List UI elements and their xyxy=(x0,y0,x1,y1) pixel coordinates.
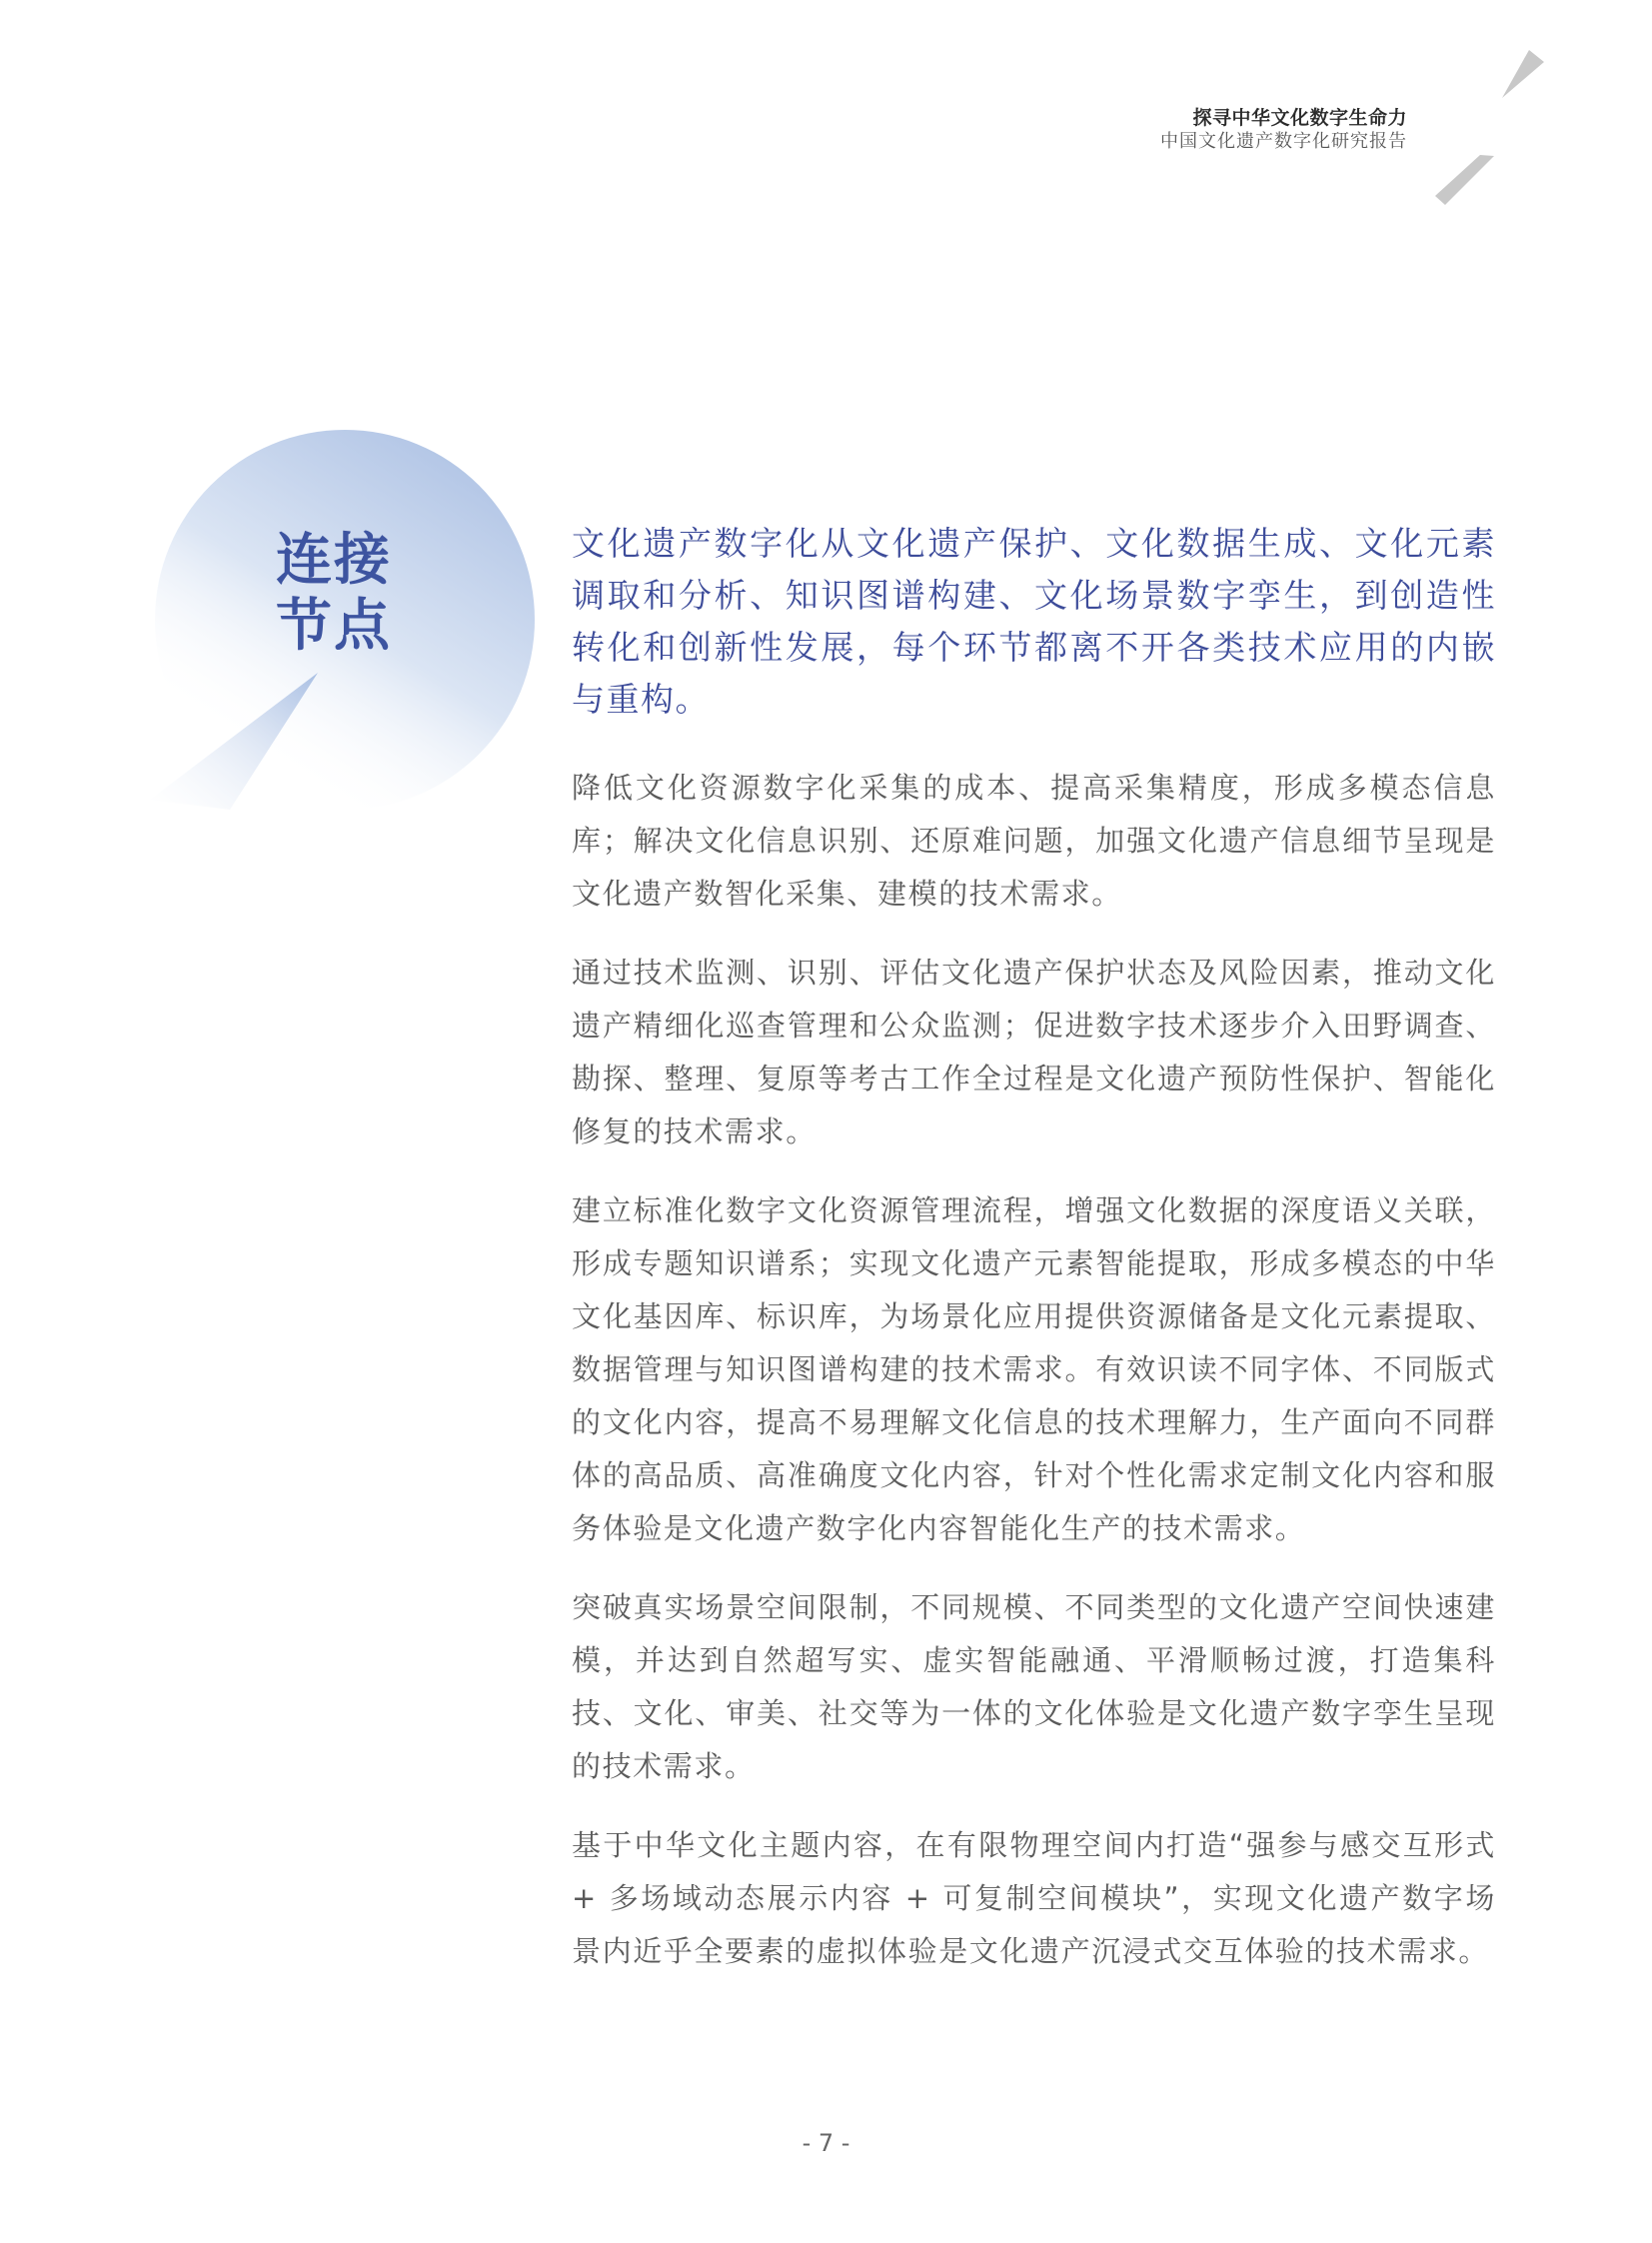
section-title xyxy=(276,528,406,660)
report-header xyxy=(1160,0,1652,220)
page-number: - 7 - xyxy=(802,2129,850,2157)
section-bubble xyxy=(0,0,600,900)
body-paragraph: 通过技术监测、识别、评估文化遗产保护状态及风险因素，推动文化遗产精细化巡查管理和公众监测；促进数字技术逐步介入田野调查、勘探、整理、复原等考古工作全过程是文化遗产预防性保护、智能化修复的技术需求。 xyxy=(572,956,1496,1148)
section-title-line2: 节点 xyxy=(276,594,392,659)
body-paragraph: 建立标准化数字文化资源管理流程，增强文化数据的深度语义关联，形成专题知识谱系；实现文化遗产元素智能提取，形成多模态的中华文化基因库、标识库，为场景化应用提供资源储备是文化元素提取、数据管理与知识图谱构建的技术需求。有效识读不同字体、不同版式的文化内容，提高不易理解文化信息的技术理解力，生产面向不同群体的高品质、高准确度文化内容，针对个性化需求定制文化内容和服务体验是文化遗产数字化内容智能化生产的技术需求。 xyxy=(572,1193,1496,1545)
body-paragraph: 基于中华文化主题内容，在有限物理空间内打造“强参与感交互形式 + 多场域动态展示内容 + 可复制空间模块”，实现文化遗产数字场景内近乎全要素的虚拟体验是文化遗产沉浸式交互体验的技术需求。 xyxy=(572,1828,1496,1968)
report-title: 探寻中华文化数字生命力 xyxy=(1192,107,1407,129)
body-paragraph: 降低文化资源数字化采集的成本、提高采集精度，形成多模态信息库；解决文化信息识别、还原难问题，加强文化遗产信息细节呈现是文化遗产数智化采集、建模的技术需求。 xyxy=(572,771,1496,911)
speech-bubble-icon xyxy=(0,0,600,900)
lead-paragraph: 文化遗产数字化从文化遗产保护、文化数据生成、文化元素调取和分析、知识图谱构建、文化场景数字孪生，到创造性转化和创新性发展，每个环节都离不开各类技术应用的内嵌与重构。 xyxy=(572,524,1496,719)
body-paragraph: 突破真实场景空间限制，不同规模、不同类型的文化遗产空间快速建模，并达到自然超写实、虚实智能融通、平滑顺畅过渡，打造集科技、文化、审美、社交等为一体的文化体验是文化遗产数字孪生呈现的技术需求。 xyxy=(572,1590,1496,1783)
section-title-line1: 连接 xyxy=(276,528,392,593)
report-subtitle: 中国文化遗产数字化研究报告 xyxy=(1160,131,1407,152)
main-content xyxy=(572,518,1496,2004)
